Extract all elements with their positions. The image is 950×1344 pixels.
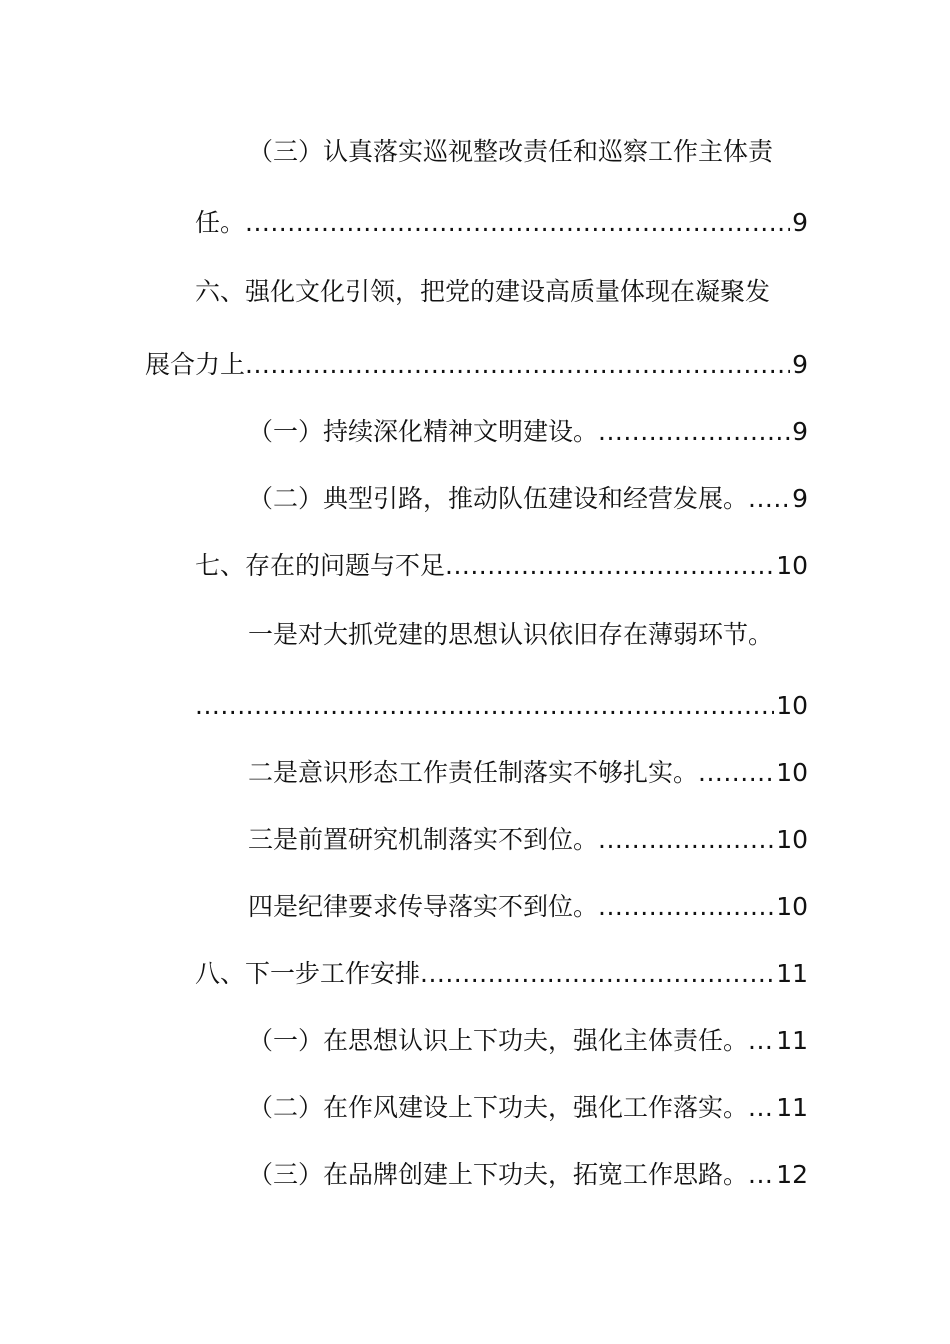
toc-entry[interactable]	[195, 956, 808, 992]
toc-page-number: 11	[776, 959, 808, 988]
toc-entry[interactable]	[248, 1023, 808, 1059]
toc-entry-text: （一）在思想认识上下功夫，强化主体责任。	[248, 1026, 749, 1055]
toc-entry-text: 展合力上	[145, 350, 246, 379]
toc-entry-text: （三）认真落实巡视整改责任和巡察工作主体责	[248, 137, 774, 166]
toc-dot-leader	[245, 347, 790, 383]
toc-page-number: 9	[792, 208, 808, 237]
toc-page-number: 10	[776, 691, 808, 720]
toc-page-number: 10	[776, 892, 808, 921]
toc-page-number: 10	[776, 825, 808, 854]
toc-entry[interactable]	[248, 755, 808, 791]
toc-page-number: 10	[776, 758, 808, 787]
toc-entry-text: 八、下一步工作安排	[195, 959, 421, 988]
toc-page-number: 9	[792, 484, 808, 513]
toc-page-number: 11	[776, 1026, 808, 1055]
toc-entry[interactable]	[248, 1090, 808, 1126]
toc-dot-leader	[445, 548, 774, 584]
toc-entry-line	[248, 134, 808, 170]
toc-entry-line	[195, 274, 808, 310]
toc-dot-leader	[748, 481, 790, 517]
toc-dot-leader	[598, 822, 774, 858]
toc-entry-text: （二）在作风建设上下功夫，强化工作落实。	[248, 1093, 749, 1122]
toc-dot-leader	[245, 205, 790, 241]
toc-entry[interactable]	[195, 548, 808, 584]
toc-entry-text: 四是纪律要求传导落实不到位。	[248, 892, 599, 921]
toc-entry-text: 任。	[195, 208, 246, 237]
toc-entry-text: 一是对大抓党建的思想认识依旧存在薄弱环节。	[248, 620, 774, 649]
toc-entry[interactable]	[248, 822, 808, 858]
toc-entry[interactable]	[195, 205, 808, 241]
toc-dot-leader	[598, 889, 774, 925]
toc-page-number: 9	[792, 417, 808, 446]
toc-dot-leader	[748, 1023, 774, 1059]
toc-entry[interactable]	[195, 688, 808, 724]
toc-entry[interactable]	[248, 414, 808, 450]
toc-entry-text: （一）持续深化精神文明建设。	[248, 417, 599, 446]
toc-entry-text: 六、强化文化引领，把党的建设高质量体现在凝聚发	[195, 277, 771, 306]
toc-dot-leader	[195, 688, 774, 724]
toc-page-number: 11	[776, 1093, 808, 1122]
toc-entry-line	[248, 617, 808, 653]
toc-entry[interactable]	[145, 347, 808, 383]
toc-page-number: 12	[776, 1160, 808, 1189]
toc-dot-leader	[420, 956, 774, 992]
toc-entry-text: 二是意识形态工作责任制落实不够扎实。	[248, 758, 699, 787]
toc-dot-leader	[748, 1157, 774, 1193]
toc-entry-text: （二）典型引路，推动队伍建设和经营发展。	[248, 484, 749, 513]
toc-entry-text: 七、存在的问题与不足	[195, 551, 446, 580]
toc-entry[interactable]	[248, 481, 808, 517]
toc-entry[interactable]	[248, 889, 808, 925]
toc-dot-leader	[598, 414, 790, 450]
toc-page-number: 9	[792, 350, 808, 379]
toc-entry[interactable]	[248, 1157, 808, 1193]
toc-entry-text: （三）在品牌创建上下功夫，拓宽工作思路。	[248, 1160, 749, 1189]
toc-dot-leader	[698, 755, 774, 791]
toc-page-number: 10	[776, 551, 808, 580]
toc-dot-leader	[748, 1090, 774, 1126]
toc-entry-text: 三是前置研究机制落实不到位。	[248, 825, 599, 854]
